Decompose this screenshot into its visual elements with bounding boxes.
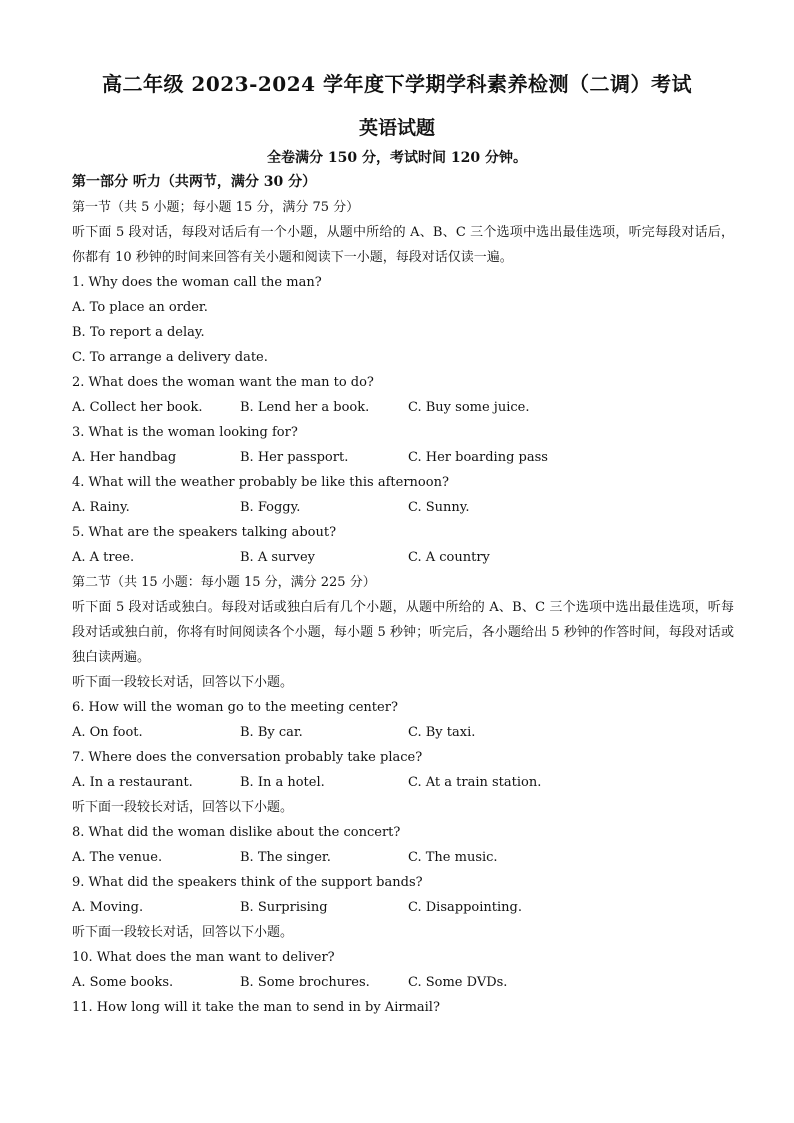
- question-10-options: [72, 970, 734, 995]
- question-1-option-c: C. To arrange a delivery date.: [72, 350, 268, 365]
- question-1-option-b: B. To report a delay.: [72, 325, 205, 340]
- option-c: C. Some DVDs.: [408, 975, 508, 990]
- option-c: C. A country: [408, 550, 490, 565]
- question-9-options: [72, 895, 734, 920]
- question-4: 4. What will the weather probably be like this afternoon?: [72, 475, 449, 490]
- option-b: B. Some brochures.: [240, 975, 370, 990]
- question-11: 11. How long will it take the man to send in by Airmail?: [72, 1000, 440, 1015]
- option-a: A. The venue.: [72, 850, 163, 865]
- question-2-options: [72, 395, 734, 420]
- option-a: A. Rainy.: [72, 500, 130, 515]
- section-heading: 第一节（共 5 小题；每小题 15 分，满分 75 分）: [72, 200, 360, 215]
- option-a: A. Collect her book.: [72, 400, 203, 415]
- option-c: C. Disappointing.: [408, 900, 522, 915]
- question-8-options: [72, 845, 734, 870]
- option-c: C. The music.: [408, 850, 498, 865]
- option-b: B. Lend her a book.: [240, 400, 370, 415]
- option-a: A. On foot.: [72, 725, 143, 740]
- dialogue-prompt: 听下面一段较长对话，回答以下小题。: [72, 675, 294, 690]
- option-a: A. Some books.: [72, 975, 174, 990]
- question-8: 8. What did the woman dislike about the concert?: [72, 825, 401, 840]
- option-a: A. A tree.: [72, 550, 135, 565]
- option-c: C. By taxi.: [408, 725, 476, 740]
- question-5-options: [72, 545, 734, 570]
- question-7-options: [72, 770, 734, 795]
- question-6: 6. How will the woman go to the meeting center?: [72, 700, 398, 715]
- question-2: 2. What does the woman want the man to do?: [72, 375, 374, 390]
- dialogue-prompt: 听下面一段较长对话，回答以下小题。: [72, 800, 294, 815]
- option-b: B. The singer.: [240, 850, 331, 865]
- option-c: C. Buy some juice.: [408, 400, 530, 415]
- exam-content: [72, 170, 734, 1020]
- part-heading: 第一部分 听力（共两节，满分 30 分）: [72, 174, 317, 190]
- exam-title: 高二年级 2023-2024 学年度下学期学科素养检测（二调）考试: [101, 72, 693, 96]
- dialogue-prompt: 听下面一段较长对话，回答以下小题。: [72, 925, 294, 940]
- exam-note: 全卷满分 150 分，考试时间 120 分钟。: [267, 150, 527, 166]
- option-c: C. At a train station.: [408, 775, 542, 790]
- option-b: B. By car.: [240, 725, 303, 740]
- question-6-options: [72, 720, 734, 745]
- section-instructions: 听下面 5 段对话或独白。每段对话或独白后有几个小题，从题中所给的 A、B、C 三个选项中选出最佳选项，听每段对话或独白前，你将有时间阅读各个小题，每小题 5 秒钟；听完后，各小题给出 5 秒钟的作答时间，每段对话或独白读两遍。: [72, 600, 734, 665]
- question-10: 10. What does the man want to deliver?: [72, 950, 335, 965]
- question-9: 9. What did the speakers think of the support bands?: [72, 875, 423, 890]
- question-7: 7. Where does the conversation probably take place?: [72, 750, 423, 765]
- option-c: C. Her boarding pass: [408, 450, 548, 465]
- question-4-options: [72, 495, 734, 520]
- section-instructions: 听下面 5 段对话，每段对话后有一个小题，从题中所给的 A、B、C 三个选项中选出最佳选项，听完每段对话后，你都有 10 秒钟的时间来回答有关小题和阅读下一小题，每段对话仅读一遍。: [72, 225, 734, 265]
- option-b: B. Her passport.: [240, 450, 349, 465]
- question-3: 3. What is the woman looking for?: [72, 425, 298, 440]
- question-1: 1. Why does the woman call the man?: [72, 275, 322, 290]
- option-a: A. In a restaurant.: [72, 775, 193, 790]
- option-b: B. A survey: [240, 550, 315, 565]
- section-heading: 第二节（共 15 小题：每小题 15 分，满分 225 分）: [72, 575, 376, 590]
- option-b: B. In a hotel.: [240, 775, 325, 790]
- option-b: B. Foggy.: [240, 500, 301, 515]
- option-c: C. Sunny.: [408, 500, 470, 515]
- exam-subject: 英语试题: [358, 117, 435, 139]
- option-a: A. Her handbag: [72, 450, 177, 465]
- question-1-option-a: A. To place an order.: [72, 300, 208, 315]
- question-3-options: [72, 445, 734, 470]
- option-b: B. Surprising: [240, 900, 328, 915]
- question-5: 5. What are the speakers talking about?: [72, 525, 337, 540]
- option-a: A. Moving.: [72, 900, 144, 915]
